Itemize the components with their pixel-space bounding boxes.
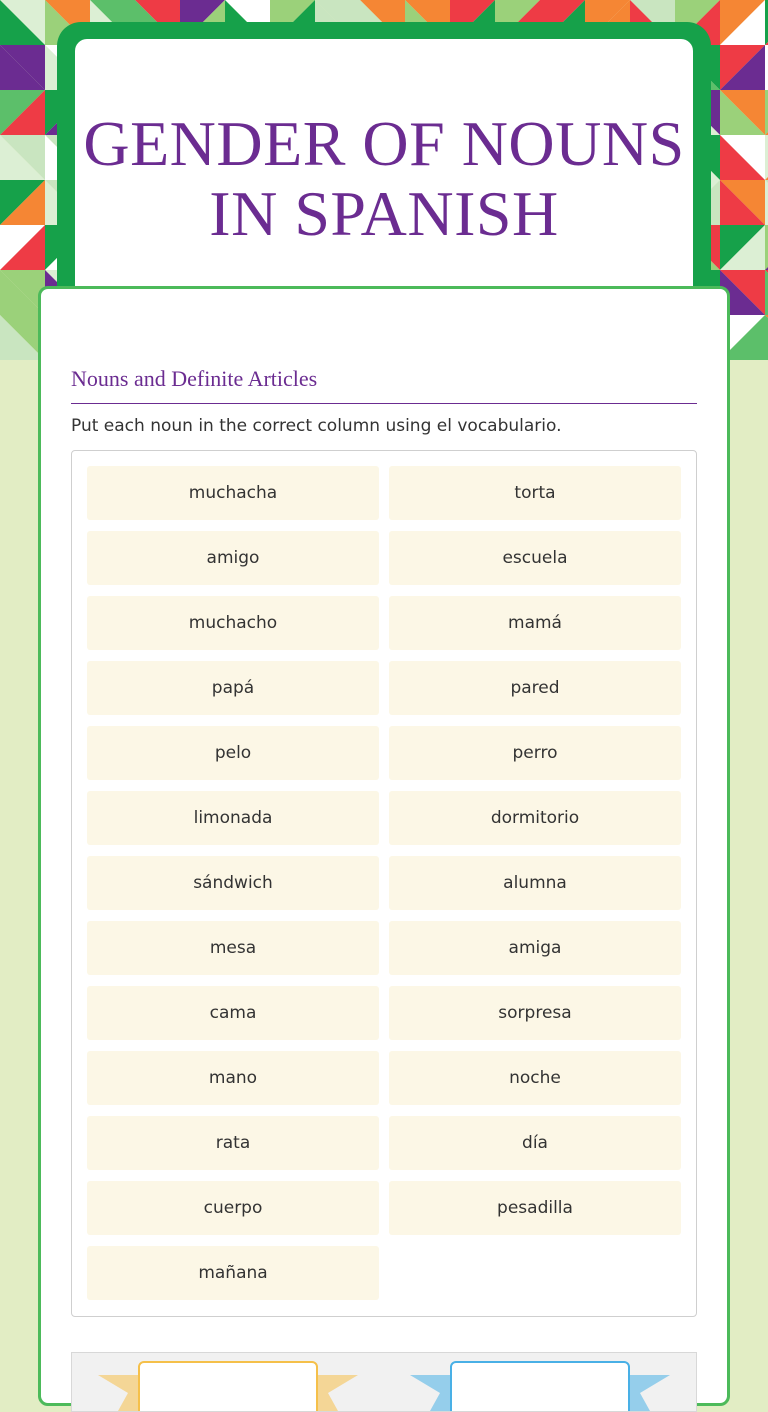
page-title: GENDER OF NOUNS IN SPANISH <box>83 108 685 249</box>
word-tile[interactable]: sándwich <box>87 856 379 910</box>
word-tile[interactable]: sorpresa <box>389 986 681 1040</box>
title-card <box>73 37 695 307</box>
word-tile[interactable]: pesadilla <box>389 1181 681 1235</box>
word-tile[interactable]: pared <box>389 661 681 715</box>
word-tile[interactable]: mano <box>87 1051 379 1105</box>
word-tile[interactable]: mesa <box>87 921 379 975</box>
word-tile[interactable]: mamá <box>389 596 681 650</box>
instruction-text: Put each noun in the correct column using el vocabulario. <box>71 416 562 436</box>
word-tile[interactable]: papá <box>87 661 379 715</box>
word-tile[interactable]: perro <box>389 726 681 780</box>
sort-area <box>71 1352 697 1412</box>
word-tile[interactable]: muchacho <box>87 596 379 650</box>
word-tile[interactable]: alumna <box>389 856 681 910</box>
word-tile[interactable]: torta <box>389 466 681 520</box>
word-tile[interactable]: muchacha <box>87 466 379 520</box>
word-tile[interactable]: dormitorio <box>389 791 681 845</box>
word-tile[interactable]: escuela <box>389 531 681 585</box>
column-label-right <box>450 1361 630 1412</box>
word-tile[interactable]: rata <box>87 1116 379 1170</box>
word-tile[interactable]: limonada <box>87 791 379 845</box>
word-tile[interactable]: amiga <box>389 921 681 975</box>
column-label-left <box>138 1361 318 1412</box>
word-tile[interactable]: cuerpo <box>87 1181 379 1235</box>
word-tile[interactable]: pelo <box>87 726 379 780</box>
word-tile[interactable]: noche <box>389 1051 681 1105</box>
section-heading: Nouns and Definite Articles <box>71 366 318 391</box>
word-tile[interactable]: día <box>389 1116 681 1170</box>
word-tile[interactable]: amigo <box>87 531 379 585</box>
section-divider <box>71 403 697 404</box>
word-bank <box>71 450 697 1317</box>
word-tile[interactable]: mañana <box>87 1246 379 1300</box>
word-tile[interactable]: cama <box>87 986 379 1040</box>
